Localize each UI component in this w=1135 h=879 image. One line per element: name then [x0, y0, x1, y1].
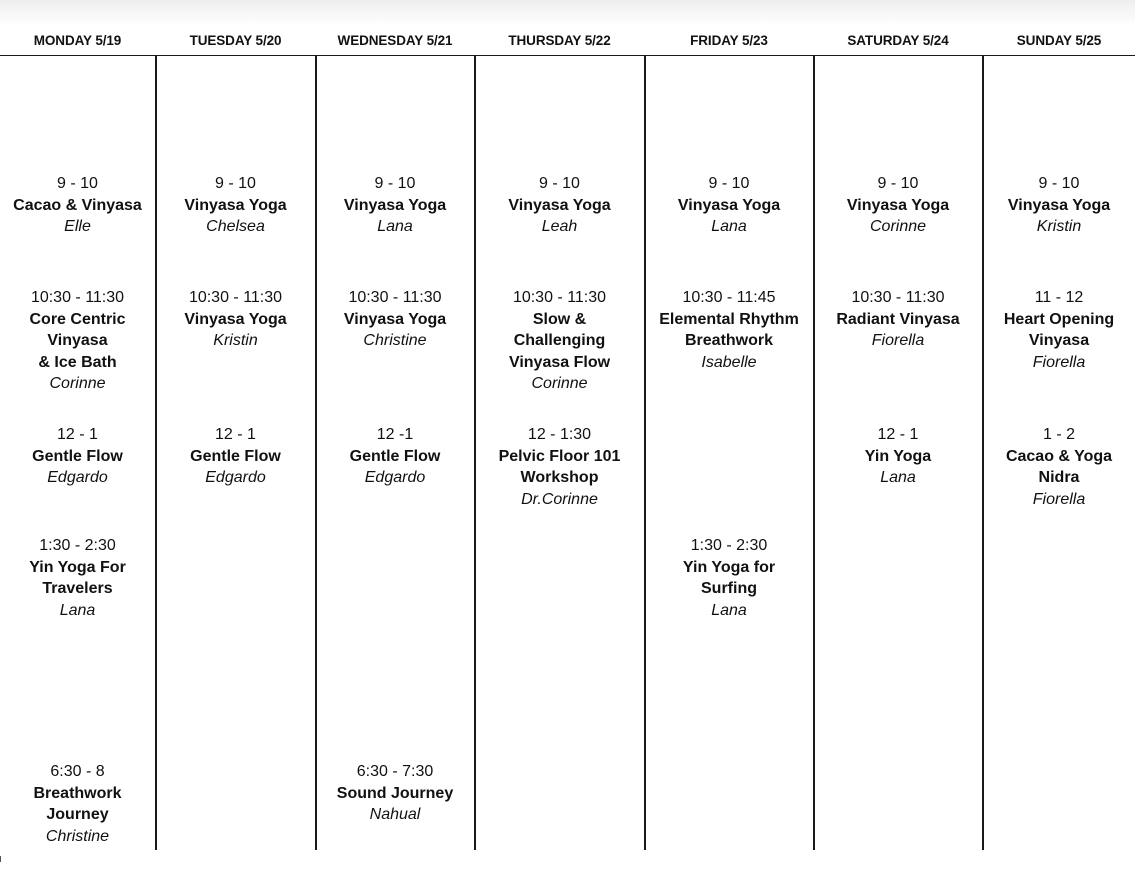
class-name: Gentle Flow [190, 447, 281, 465]
day-header-monday: MONDAY 5/19 [33, 33, 122, 48]
header-divider [0, 55, 1135, 56]
class-time: 9 - 10 [877, 175, 919, 192]
class-block [814, 424, 982, 489]
class-name: Surfing [701, 580, 757, 597]
class-teacher: Isabelle [701, 353, 757, 371]
class-name: Breathwork [33, 784, 122, 802]
class-name: Vinyasa [1028, 332, 1090, 349]
class-name: Challenging [513, 332, 606, 349]
class-block [0, 424, 155, 489]
class-teacher: Nahual [369, 806, 421, 823]
class-block [156, 287, 315, 352]
class-time: 1:30 - 2:30 [39, 537, 116, 554]
class-name: Cacao & Yoga [1005, 447, 1113, 465]
class-teacher: Lana [377, 218, 413, 235]
class-name: Travelers [42, 580, 113, 597]
class-name: Elemental Rhythm [659, 310, 799, 328]
class-time: 11 - 12 [1034, 289, 1084, 306]
class-time: 9 - 10 [57, 175, 98, 192]
class-teacher: Edgardo [364, 469, 426, 486]
class-teacher: Lana [711, 218, 747, 235]
day-header-wednesday: WEDNESDAY 5/21 [337, 33, 453, 48]
class-name: Yin Yoga [864, 447, 932, 465]
class-time: 9 - 10 [708, 175, 750, 192]
class-teacher: Elle [64, 218, 91, 235]
class-time: 1:30 - 2:30 [690, 537, 768, 554]
class-name: Gentle Flow [32, 447, 123, 465]
class-block [316, 424, 474, 489]
day-header-friday: FRIDAY 5/23 [690, 33, 768, 48]
day-header-sunday: SUNDAY 5/25 [1016, 33, 1102, 48]
class-name: Vinyasa Yoga [343, 310, 447, 328]
class-time: 1 - 2 [1042, 426, 1075, 443]
class-name: Radiant Vinyasa [836, 310, 960, 328]
class-teacher: Kristin [213, 332, 258, 349]
class-teacher: Corinne [531, 375, 588, 392]
class-block [316, 173, 474, 238]
class-name: Vinyasa Yoga [846, 196, 950, 214]
class-teacher: Edgardo [205, 469, 266, 486]
class-block [645, 535, 813, 621]
class-teacher: Fiorella [871, 332, 925, 349]
class-name: Pelvic Floor 101 [498, 447, 621, 465]
class-block [156, 424, 315, 489]
class-name: Workshop [520, 469, 599, 486]
class-name: Gentle Flow [349, 447, 441, 465]
class-teacher: Kristin [1036, 218, 1082, 235]
class-name: Slow & [532, 310, 587, 328]
class-name: Vinyasa Yoga [184, 310, 287, 328]
top-shadow-band [0, 0, 1135, 26]
class-block [814, 287, 982, 352]
class-name: Vinyasa [47, 332, 108, 349]
class-time: 9 - 10 [1038, 175, 1080, 192]
day-header-tuesday: TUESDAY 5/20 [189, 33, 282, 48]
class-time: 12 - 1 [877, 426, 919, 443]
class-name: Heart Opening [1003, 310, 1115, 328]
class-teacher: Lana [880, 469, 916, 486]
day-header-saturday: SATURDAY 5/24 [847, 33, 949, 48]
class-block [316, 287, 474, 352]
class-name: Core Centric [29, 310, 126, 328]
class-time: 12 - 1 [57, 426, 98, 443]
class-time: 6:30 - 8 [50, 763, 105, 780]
class-name: Vinyasa Flow [508, 353, 611, 371]
class-time: 6:30 - 7:30 [356, 763, 434, 780]
schedule-header-row [0, 26, 1135, 55]
class-block [316, 761, 474, 826]
class-block [983, 287, 1135, 373]
class-name: Breathwork [684, 332, 774, 349]
day-header-thursday: THURSDAY 5/22 [508, 33, 611, 48]
class-block [475, 424, 644, 510]
class-block [983, 173, 1135, 238]
class-name: Vinyasa Yoga [1007, 196, 1111, 214]
class-teacher: Leah [541, 218, 578, 235]
class-time: 10:30 - 11:30 [188, 289, 283, 306]
class-teacher: Lana [59, 601, 96, 619]
class-name: Yin Yoga For [29, 558, 126, 576]
class-block [983, 424, 1135, 510]
class-block [814, 173, 982, 238]
class-teacher: Fiorella [1032, 490, 1086, 508]
class-teacher: Edgardo [47, 469, 108, 486]
class-block [645, 173, 813, 238]
class-time: 10:30 - 11:30 [512, 289, 607, 306]
class-teacher: Lana [711, 601, 747, 619]
class-time: 12 -1 [376, 426, 414, 443]
class-block [645, 287, 813, 373]
class-time: 9 - 10 [215, 175, 256, 192]
class-name: Nidra [1038, 469, 1080, 486]
class-time: 10:30 - 11:45 [682, 289, 776, 306]
class-name: Cacao & Vinyasa [13, 196, 142, 214]
class-time: 10:30 - 11:30 [851, 289, 945, 306]
class-block [0, 761, 155, 847]
class-time: 12 - 1:30 [527, 426, 592, 443]
class-name: Journey [46, 806, 109, 823]
class-time: 12 - 1 [215, 426, 256, 443]
class-block [0, 173, 155, 238]
class-teacher: Fiorella [1032, 353, 1086, 371]
class-block [156, 173, 315, 238]
class-name: Vinyasa Yoga [677, 196, 781, 214]
class-teacher: Corinne [869, 218, 927, 235]
class-teacher: Corinne [49, 375, 106, 392]
corner-mark [0, 856, 4, 862]
class-teacher: Chelsea [206, 218, 265, 235]
class-block [0, 535, 155, 621]
class-block [0, 287, 155, 395]
class-teacher: Dr.Corinne [521, 490, 598, 508]
class-name: Yin Yoga for [682, 558, 776, 576]
class-name: Vinyasa Yoga [343, 196, 447, 214]
class-name: Sound Journey [336, 784, 454, 802]
class-name: Vinyasa Yoga [508, 196, 611, 214]
class-block [475, 173, 644, 238]
class-teacher: Christine [363, 332, 427, 349]
class-name: & Ice Bath [38, 353, 117, 371]
class-teacher: Christine [45, 827, 110, 845]
class-block [475, 287, 644, 395]
class-time: 9 - 10 [539, 175, 580, 192]
class-name: Vinyasa Yoga [184, 196, 287, 214]
class-time: 10:30 - 11:30 [30, 289, 125, 306]
class-time: 9 - 10 [374, 175, 416, 192]
class-time: 10:30 - 11:30 [348, 289, 442, 306]
